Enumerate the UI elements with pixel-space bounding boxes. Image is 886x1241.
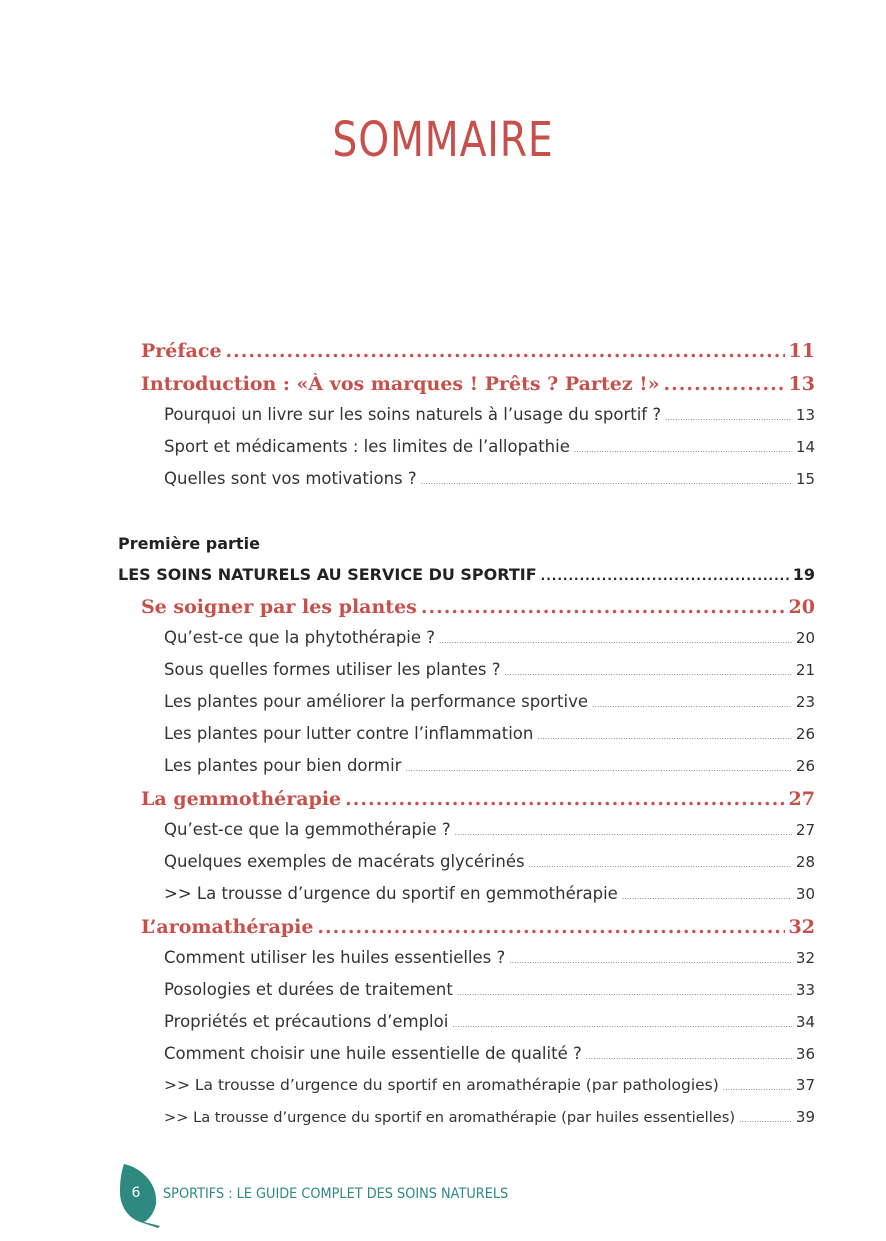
toc-entry-label: Sport et médicaments : les limites de l’allopathie: [164, 437, 570, 456]
toc-page-number: 33: [795, 981, 815, 999]
leader-dots: [664, 373, 785, 395]
toc-entry-label: Qu’est-ce que la gemmothérapie ?: [164, 820, 451, 839]
leader-dots: [421, 478, 792, 486]
leader-dots: [739, 1116, 792, 1124]
toc-page-number: 26: [795, 725, 815, 743]
toc-entry-label: Se soigner par les plantes: [141, 596, 417, 618]
leader-dots: [421, 596, 785, 618]
toc-entry-label: Pourquoi un livre sur les soins naturels à l’usage du sportif ?: [164, 405, 662, 424]
toc-entry-label: Propriétés et précautions d’emploi: [164, 1012, 449, 1031]
toc-page-number: 37: [795, 1076, 815, 1094]
page-title: SOMMAIRE: [332, 112, 554, 168]
leader-dots: [574, 446, 792, 454]
leader-dots: [226, 340, 785, 362]
leader-dots: [405, 765, 791, 773]
toc-page-number: 26: [795, 757, 815, 775]
toc-entry-label: La gemmothérapie: [141, 788, 342, 810]
toc-entry-introduction[interactable]: [141, 373, 815, 395]
toc-entry-preface[interactable]: [141, 340, 815, 362]
toc-entry-label: >> La trousse d’urgence du sportif en aromathérapie (par pathologies): [164, 1076, 719, 1094]
leader-dots: [439, 637, 792, 645]
toc-subentry[interactable]: [164, 692, 815, 711]
toc-entry-aromatherapie[interactable]: [141, 916, 815, 938]
toc-page-number: 13: [788, 373, 815, 395]
leader-dots: [457, 989, 792, 997]
toc-subentry[interactable]: [164, 405, 815, 424]
leader-dots: [592, 701, 792, 709]
toc-entry-part-one[interactable]: [118, 565, 815, 584]
toc-subentry[interactable]: [164, 660, 815, 679]
toc-subentry[interactable]: [164, 437, 815, 456]
toc-entry-label: Quelques exemples de macérats glycérinés: [164, 852, 525, 871]
toc-page-number: 13: [795, 406, 815, 424]
toc-page-number: 36: [795, 1045, 815, 1063]
toc-subentry[interactable]: [164, 628, 815, 647]
toc-entry-label: Préface: [141, 340, 222, 362]
leader-dots: [509, 957, 792, 965]
toc-page-number: 34: [795, 1013, 815, 1031]
toc-entry-label: Comment choisir une huile essentielle de qualité ?: [164, 1044, 582, 1063]
toc-page-number: 39: [795, 1108, 815, 1126]
part-label: Première partie: [118, 534, 260, 553]
toc-entry-label: Sous quelles formes utiliser les plantes ?: [164, 660, 501, 679]
toc-entry-label: LES SOINS NATURELS AU SERVICE DU SPORTIF: [118, 565, 537, 584]
toc-subentry[interactable]: [164, 1044, 815, 1063]
toc-subentry[interactable]: [164, 980, 815, 999]
leader-dots: [723, 1084, 792, 1092]
toc-entry-gemmotherapie[interactable]: [141, 788, 815, 810]
toc-subentry[interactable]: [164, 724, 815, 743]
toc-page-number: 28: [795, 853, 815, 871]
toc-entry-label: >> La trousse d’urgence du sportif en aromathérapie (par huiles essentielles): [164, 1109, 736, 1126]
leader-dots: [541, 569, 789, 583]
toc-page-number: 19: [792, 565, 815, 584]
toc-subentry[interactable]: [164, 1108, 815, 1126]
toc-page-number: 30: [795, 885, 815, 903]
toc-page-number: 20: [788, 596, 815, 618]
toc-subentry[interactable]: [164, 852, 815, 871]
toc-entry-label: >> La trousse d’urgence du sportif en gemmothérapie: [164, 884, 618, 903]
toc-subentry[interactable]: [164, 1076, 815, 1094]
leader-dots: [452, 1021, 792, 1029]
toc-entry-label: Introduction : «À vos marques ! Prêts ? Partez !»: [141, 373, 660, 395]
leader-dots: [345, 788, 784, 810]
footer-book-title: SPORTIFS : LE GUIDE COMPLET DES SOINS NATURELS: [163, 1186, 509, 1202]
toc-entry-label: Qu’est-ce que la phytothérapie ?: [164, 628, 436, 647]
toc-page-number: 32: [795, 949, 815, 967]
toc-entry-label: Comment utiliser les huiles essentielles ?: [164, 948, 506, 967]
toc-page-number: 15: [795, 470, 815, 488]
leader-dots: [317, 916, 784, 938]
toc-page-number: 27: [795, 821, 815, 839]
toc-entry-label: Les plantes pour bien dormir: [164, 756, 402, 775]
toc-page-number: 32: [788, 916, 815, 938]
toc-subentry[interactable]: [164, 948, 815, 967]
toc-subentry[interactable]: [164, 884, 815, 903]
toc-entry-plantes[interactable]: [141, 596, 815, 618]
page-footer: [118, 1162, 618, 1228]
toc-entry-label: Quelles sont vos motivations ?: [164, 469, 417, 488]
toc-entry-label: Les plantes pour améliorer la performance sportive: [164, 692, 589, 711]
toc-page-number: 27: [788, 788, 815, 810]
toc-entry-label: L’aromathérapie: [141, 916, 314, 938]
toc-subentry[interactable]: [164, 469, 815, 488]
leader-dots: [529, 861, 792, 869]
leader-dots: [586, 1053, 792, 1061]
toc-page-number: 14: [795, 438, 815, 456]
footer-page-number: 6: [131, 1185, 141, 1201]
leader-dots: [504, 669, 791, 677]
leader-dots: [537, 733, 792, 741]
toc-subentry[interactable]: [164, 820, 815, 839]
toc-subentry[interactable]: [164, 1012, 815, 1031]
toc-entry-label: Les plantes pour lutter contre l’inflammation: [164, 724, 534, 743]
leader-dots: [455, 829, 792, 837]
toc-page-number: 20: [795, 629, 815, 647]
toc-page-number: 11: [788, 340, 815, 362]
leader-dots: [622, 893, 792, 901]
toc-entry-label: Posologies et durées de traitement: [164, 980, 453, 999]
toc-page-number: 23: [795, 693, 815, 711]
toc-page-number: 21: [795, 661, 815, 679]
leader-dots: [665, 414, 792, 422]
toc-subentry[interactable]: [164, 756, 815, 775]
